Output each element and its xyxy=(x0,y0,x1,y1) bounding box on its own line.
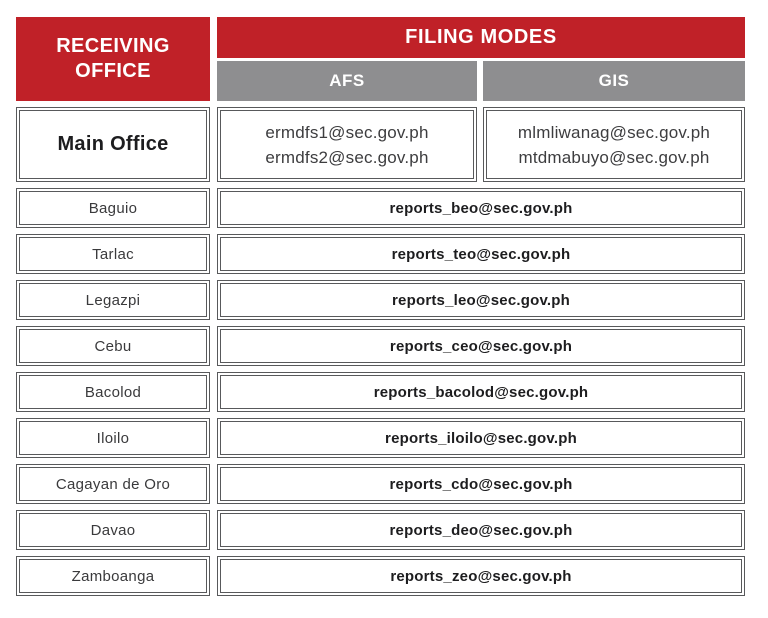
main-office-gis-emails xyxy=(486,110,742,179)
filing-modes-header-group xyxy=(217,17,745,101)
regional-office-email-cell xyxy=(217,510,745,550)
regional-office-row xyxy=(16,280,745,320)
regional-office-email-cell xyxy=(217,188,745,228)
regional-office-name: Bacolod xyxy=(19,375,207,409)
regional-office-name-cell xyxy=(16,234,210,274)
regional-office-email: reports_bacolod@sec.gov.ph xyxy=(220,375,742,409)
filing-email-directory-table xyxy=(16,17,745,602)
regional-office-email-cell xyxy=(217,418,745,458)
regional-office-name: Zamboanga xyxy=(19,559,207,593)
regional-office-email-cell xyxy=(217,372,745,412)
regional-office-row xyxy=(16,188,745,228)
regional-rows xyxy=(16,188,745,596)
regional-office-name: Cagayan de Oro xyxy=(19,467,207,501)
regional-office-email: reports_zeo@sec.gov.ph xyxy=(220,559,742,593)
regional-office-email: reports_beo@sec.gov.ph xyxy=(220,191,742,225)
regional-office-name: Baguio xyxy=(19,191,207,225)
main-office-gis-cell xyxy=(483,107,745,182)
main-office-name-cell xyxy=(16,107,210,182)
regional-office-row xyxy=(16,234,745,274)
main-office-row xyxy=(16,107,745,182)
regional-office-email-cell xyxy=(217,234,745,274)
filing-modes-header: FILING MODES xyxy=(217,17,745,58)
regional-office-row xyxy=(16,418,745,458)
regional-office-name-cell xyxy=(16,510,210,550)
main-office-name: Main Office xyxy=(19,110,207,179)
regional-office-email-cell xyxy=(217,280,745,320)
regional-office-email: reports_iloilo@sec.gov.ph xyxy=(220,421,742,455)
receiving-office-header-line2: OFFICE xyxy=(75,60,151,82)
main-office-afs-email-2: ermdfs2@sec.gov.ph xyxy=(265,147,429,167)
gis-column-header: GIS xyxy=(483,61,745,101)
main-office-afs-cell xyxy=(217,107,477,182)
regional-office-email: reports_cdo@sec.gov.ph xyxy=(220,467,742,501)
regional-office-name-cell xyxy=(16,326,210,366)
regional-office-name: Davao xyxy=(19,513,207,547)
regional-office-name-cell xyxy=(16,556,210,596)
receiving-office-header-line1: RECEIVING xyxy=(56,35,170,57)
filing-modes-subheader-row xyxy=(217,61,745,101)
regional-office-name-cell xyxy=(16,464,210,504)
regional-office-row xyxy=(16,372,745,412)
regional-office-email-cell xyxy=(217,464,745,504)
regional-office-email-cell xyxy=(217,556,745,596)
regional-office-row xyxy=(16,326,745,366)
regional-office-name: Iloilo xyxy=(19,421,207,455)
regional-office-name: Legazpi xyxy=(19,283,207,317)
afs-column-header: AFS xyxy=(217,61,477,101)
header-row xyxy=(16,17,745,101)
regional-office-name: Tarlac xyxy=(19,237,207,271)
receiving-office-header xyxy=(16,17,210,101)
regional-office-name-cell xyxy=(16,372,210,412)
regional-office-email: reports_deo@sec.gov.ph xyxy=(220,513,742,547)
regional-office-row xyxy=(16,556,745,596)
regional-office-email: reports_leo@sec.gov.ph xyxy=(220,283,742,317)
regional-office-row xyxy=(16,510,745,550)
regional-office-name-cell xyxy=(16,280,210,320)
main-office-afs-emails xyxy=(220,110,474,179)
regional-office-email: reports_ceo@sec.gov.ph xyxy=(220,329,742,363)
regional-office-row xyxy=(16,464,745,504)
main-office-gis-email-2: mtdmabuyo@sec.gov.ph xyxy=(518,147,710,167)
main-office-gis-email-1: mlmliwanag@sec.gov.ph xyxy=(517,122,711,142)
regional-office-name-cell xyxy=(16,188,210,228)
main-office-afs-email-1: ermdfs1@sec.gov.ph xyxy=(265,122,429,142)
regional-office-name: Cebu xyxy=(19,329,207,363)
regional-office-email-cell xyxy=(217,326,745,366)
regional-office-name-cell xyxy=(16,418,210,458)
regional-office-email: reports_teo@sec.gov.ph xyxy=(220,237,742,271)
